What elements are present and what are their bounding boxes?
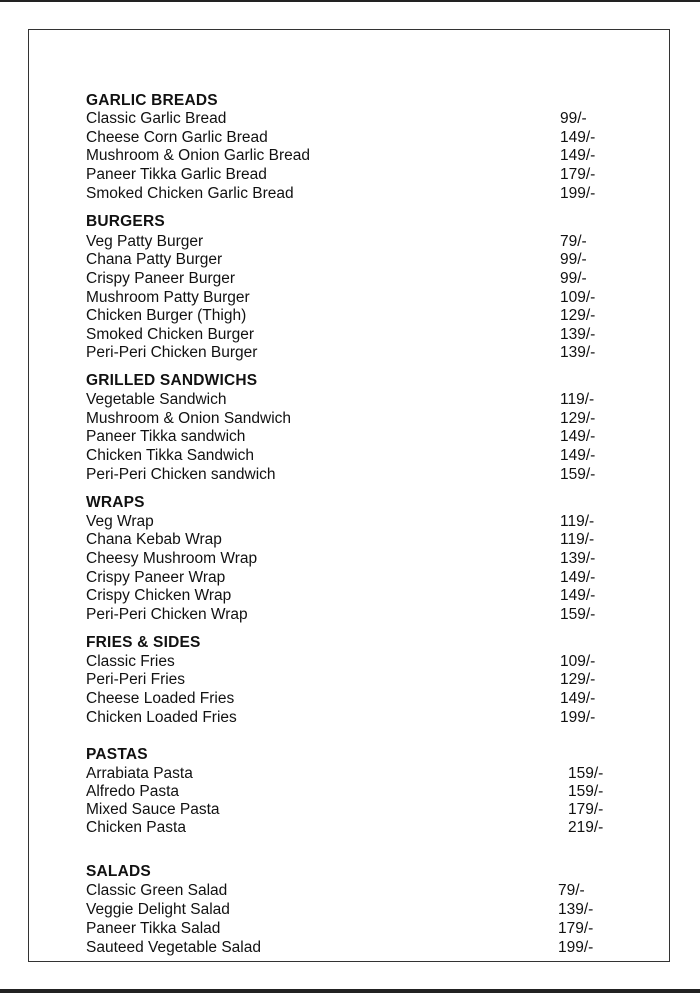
item-name: Smoked Chicken Garlic Bread <box>86 185 294 202</box>
menu-item <box>86 783 606 802</box>
item-name: Classic Green Salad <box>86 882 228 899</box>
item-name: Paneer Tikka sandwich <box>86 428 246 445</box>
item-price: 99/- <box>560 270 587 287</box>
item-name: Chana Patty Burger <box>86 251 223 268</box>
item-name: Mushroom & Onion Sandwich <box>86 410 292 427</box>
item-price: 119/- <box>560 391 595 408</box>
item-name: Vegetable Sandwich <box>86 391 227 408</box>
menu-item <box>86 110 606 129</box>
item-name: Classic Garlic Bread <box>86 110 227 127</box>
item-price: 129/- <box>560 410 596 427</box>
menu-item <box>86 391 606 410</box>
menu-item <box>86 344 606 363</box>
item-price: 139/- <box>560 344 596 361</box>
menu-item <box>86 882 606 901</box>
item-price: 149/- <box>560 569 596 586</box>
item-name: Veg Wrap <box>86 513 154 530</box>
section-heading: PASTAS <box>86 746 148 763</box>
menu-item <box>86 920 606 939</box>
item-price: 139/- <box>560 550 596 567</box>
menu-item <box>86 569 606 588</box>
menu-item <box>86 447 606 466</box>
top-rule <box>0 0 700 2</box>
item-name: Chicken Loaded Fries <box>86 709 237 726</box>
item-price: 179/- <box>568 801 604 818</box>
item-name: Peri-Peri Chicken sandwich <box>86 466 276 483</box>
item-name: Crispy Chicken Wrap <box>86 587 232 604</box>
section-heading: WRAPS <box>86 494 145 511</box>
section-heading: GARLIC BREADS <box>86 92 218 109</box>
item-name: Cheese Loaded Fries <box>86 690 235 707</box>
menu-item <box>86 410 606 429</box>
item-price: 149/- <box>560 428 596 445</box>
menu-item <box>86 185 606 204</box>
item-price: 159/- <box>568 783 604 800</box>
item-name: Crispy Paneer Burger <box>86 270 236 287</box>
item-name: Cheesy Mushroom Wrap <box>86 550 258 567</box>
menu-item <box>86 606 606 625</box>
menu-item <box>86 307 606 326</box>
menu-item <box>86 901 606 920</box>
item-name: Sauteed Vegetable Salad <box>86 939 261 956</box>
item-name: Chicken Tikka Sandwich <box>86 447 254 464</box>
item-price: 139/- <box>558 901 594 918</box>
menu-item <box>86 289 606 308</box>
menu-item <box>86 765 606 784</box>
item-price: 149/- <box>560 447 596 464</box>
item-price: 159/- <box>560 606 596 623</box>
item-name: Arrabiata Pasta <box>86 765 193 782</box>
menu-item <box>86 653 606 672</box>
item-price: 119/- <box>560 531 595 548</box>
item-name: Peri-Peri Fries <box>86 671 186 688</box>
menu-item <box>86 801 606 820</box>
menu-item <box>86 819 606 838</box>
item-price: 129/- <box>560 307 596 324</box>
item-price: 99/- <box>560 110 587 127</box>
item-price: 149/- <box>560 587 596 604</box>
item-price: 79/- <box>560 233 587 250</box>
item-name: Mushroom & Onion Garlic Bread <box>86 147 310 164</box>
item-name: Mixed Sauce Pasta <box>86 801 220 818</box>
item-price: 129/- <box>560 671 596 688</box>
item-name: Classic Fries <box>86 653 175 670</box>
item-name: Mushroom Patty Burger <box>86 289 250 306</box>
item-price: 159/- <box>568 765 604 782</box>
item-price: 139/- <box>560 326 596 343</box>
item-price: 179/- <box>558 920 594 937</box>
item-name: Chana Kebab Wrap <box>86 531 222 548</box>
menu-item <box>86 513 606 532</box>
bottom-rule <box>0 989 700 993</box>
menu-item <box>86 587 606 606</box>
menu-item <box>86 531 606 550</box>
section-heading: GRILLED SANDWICHS <box>86 372 258 389</box>
item-price: 109/- <box>560 289 596 306</box>
item-price: 79/- <box>558 882 585 899</box>
item-price: 199/- <box>558 939 594 956</box>
item-name: Veggie Delight Salad <box>86 901 230 918</box>
item-name: Veg Patty Burger <box>86 233 204 250</box>
menu-item <box>86 251 606 270</box>
menu-item <box>86 550 606 569</box>
item-price: 149/- <box>560 690 596 707</box>
item-price: 109/- <box>560 653 596 670</box>
menu-item <box>86 326 606 345</box>
menu-item <box>86 466 606 485</box>
item-name: Peri-Peri Chicken Burger <box>86 344 258 361</box>
menu-item <box>86 709 606 728</box>
menu-item <box>86 166 606 185</box>
item-name: Cheese Corn Garlic Bread <box>86 129 268 146</box>
menu-item <box>86 690 606 709</box>
item-price: 199/- <box>560 709 596 726</box>
item-name: Crispy Paneer Wrap <box>86 569 226 586</box>
menu-item <box>86 939 606 958</box>
item-price: 159/- <box>560 466 596 483</box>
section-heading: FRIES & SIDES <box>86 634 201 651</box>
item-price: 99/- <box>560 251 587 268</box>
item-name: Paneer Tikka Garlic Bread <box>86 166 267 183</box>
item-name: Smoked Chicken Burger <box>86 326 254 343</box>
item-name: Chicken Burger (Thigh) <box>86 307 247 324</box>
item-name: Alfredo Pasta <box>86 783 180 800</box>
section-heading: SALADS <box>86 863 151 880</box>
item-price: 119/- <box>560 513 595 530</box>
menu-item <box>86 233 606 252</box>
menu-item <box>86 270 606 289</box>
item-price: 179/- <box>560 166 596 183</box>
item-name: Peri-Peri Chicken Wrap <box>86 606 248 623</box>
menu-item <box>86 147 606 166</box>
menu-item <box>86 671 606 690</box>
section-heading: BURGERS <box>86 213 165 230</box>
menu-item <box>86 129 606 148</box>
menu-item <box>86 428 606 447</box>
item-price: 199/- <box>560 185 596 202</box>
item-price: 149/- <box>560 129 596 146</box>
item-price: 149/- <box>560 147 596 164</box>
item-price: 219/- <box>568 819 604 836</box>
item-name: Paneer Tikka Salad <box>86 920 221 937</box>
item-name: Chicken Pasta <box>86 819 186 836</box>
